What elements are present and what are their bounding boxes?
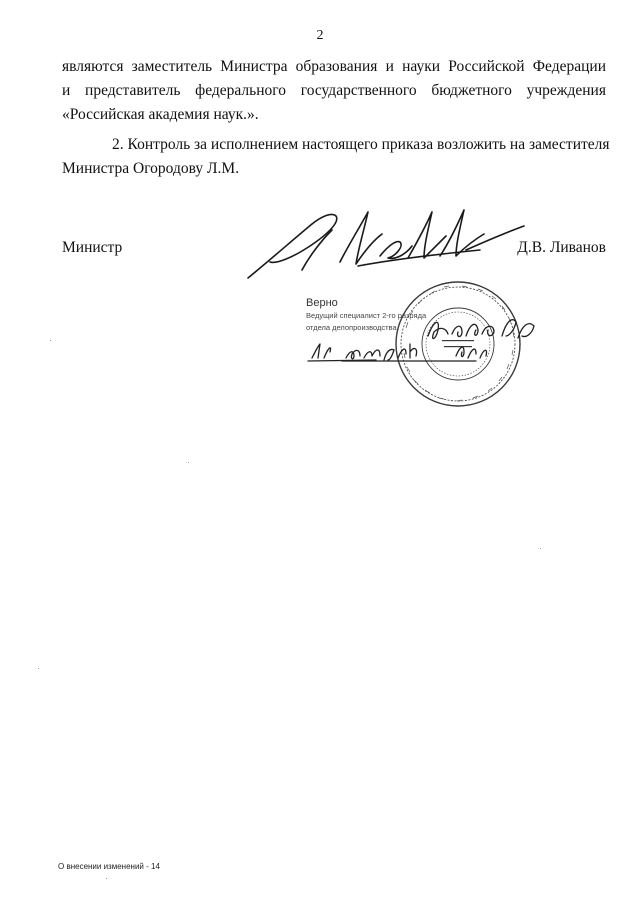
paragraph-1-line-1: являются заместитель Министра образования и науки Российской Федерации — [62, 58, 606, 75]
signatory-title: Министр — [62, 239, 123, 256]
signatory-name: Д.В. Ливанов — [517, 239, 606, 256]
paragraph-1-line-2: и представитель федерального государственного бюджетного учреждения — [62, 82, 606, 99]
scan-speck — [106, 878, 107, 879]
paragraph-1 — [62, 55, 606, 127]
handwritten-signature-icon — [240, 200, 530, 290]
paragraph-2-line-2: Министра Огородову Л.М. — [62, 160, 240, 177]
certification-handwriting-icon — [306, 300, 546, 370]
scan-speck — [38, 668, 39, 669]
paragraph-2 — [62, 133, 610, 181]
certification-position-line-1: Ведущий специалист 2-го разряда — [306, 311, 427, 320]
footer-note: О внесении изменений - 14 — [58, 862, 160, 871]
paragraph-2-line-1: 2. Контроль за исполнением настоящего приказа возложить на заместителя — [112, 136, 610, 153]
scan-speck — [540, 548, 541, 549]
page-number: 2 — [316, 28, 324, 43]
certification-position-line-2: отдела делопроизводства — [306, 323, 397, 332]
certification-verno: Верно — [306, 297, 338, 309]
scan-speck — [50, 340, 51, 341]
paragraph-1-line-3: «Российская академия наук.». — [62, 106, 259, 123]
scan-speck — [188, 462, 189, 463]
